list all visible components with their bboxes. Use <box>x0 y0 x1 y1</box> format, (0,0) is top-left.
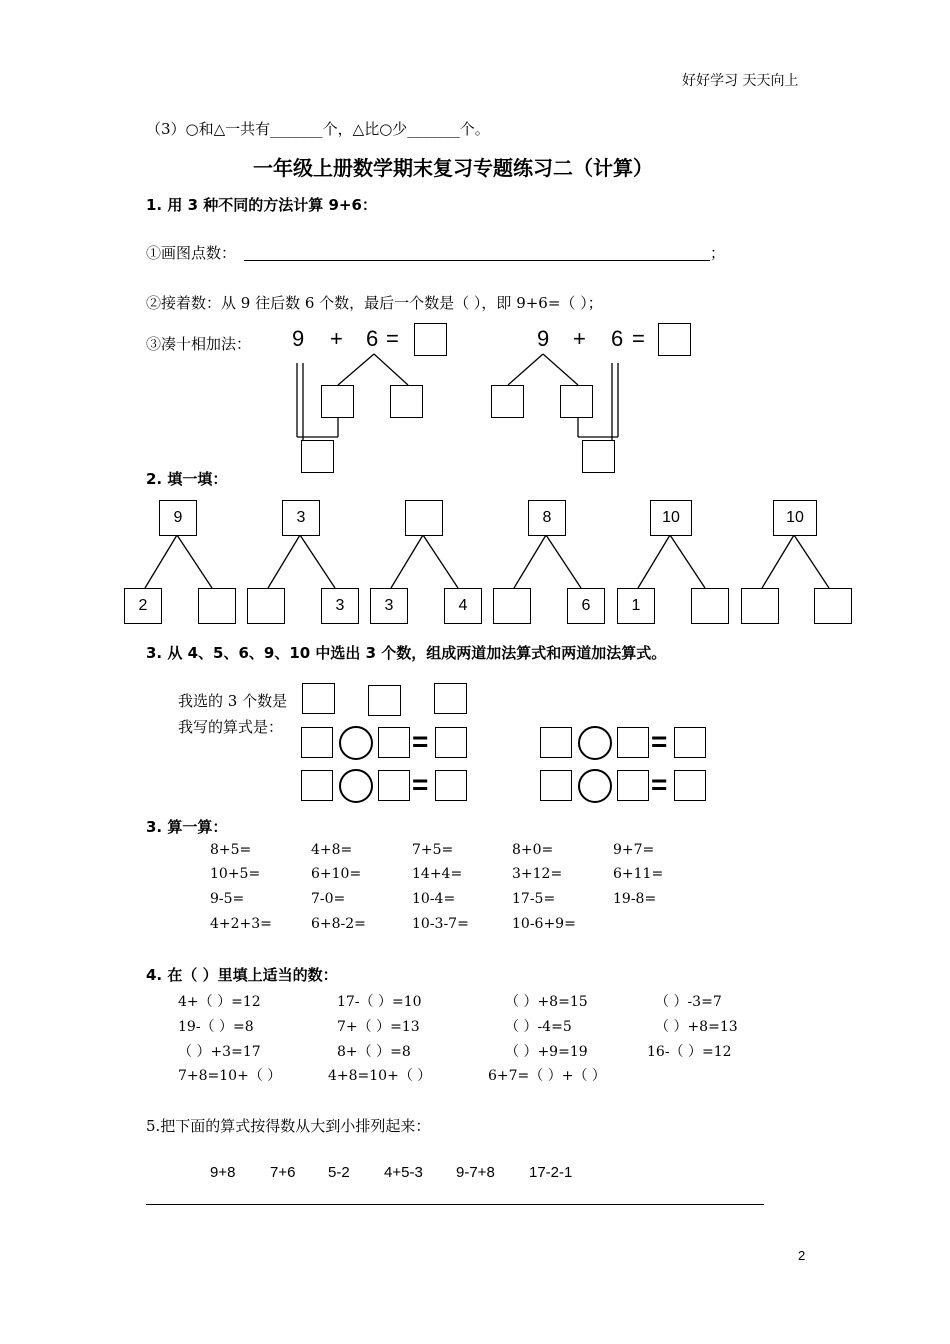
q1-right-split-box-1[interactable] <box>491 385 524 418</box>
q1-method1-answer-line[interactable] <box>244 260 710 261</box>
q3-eq1-equals: = <box>412 726 429 757</box>
q5-expression: 7+6 <box>270 1164 296 1181</box>
q2-bond5-top[interactable]: 10 <box>650 500 692 536</box>
calc-item[interactable]: 7+5= <box>412 842 454 858</box>
calc-item[interactable]: 9+7= <box>613 842 655 858</box>
q2-bond4-right[interactable]: 6 <box>567 588 605 624</box>
q1-right-split-box-2[interactable] <box>560 385 593 418</box>
calc-item[interactable]: 8+5= <box>210 842 252 858</box>
q3-eq2-operand-1[interactable] <box>540 727 572 758</box>
calc-item[interactable]: 6+11= <box>613 866 664 882</box>
fill-item[interactable]: 6+7=（ ）+（ ） <box>488 1068 606 1084</box>
q1-right-eq-a: 9 <box>537 326 550 351</box>
calc-item[interactable]: 8+0= <box>512 842 554 858</box>
q3-eq3-operand-1[interactable] <box>301 770 333 801</box>
calc-item[interactable]: 10-6+9= <box>512 916 576 932</box>
q1-left-eq-op: + <box>330 326 343 351</box>
q1-left-split-box-1[interactable] <box>321 385 354 418</box>
q5-expression: 9-7+8 <box>456 1164 495 1181</box>
calc-item[interactable]: 3+12= <box>512 866 563 882</box>
q2-bond2-top[interactable]: 3 <box>282 500 320 536</box>
q1-left-eq-equals: = <box>386 326 399 351</box>
q1-right-eq-equals: = <box>632 326 645 351</box>
fill-item[interactable]: （ ）+8=15 <box>505 994 588 1010</box>
header-motto: 好好学习 天天向上 <box>682 73 799 89</box>
q2-bond5-left[interactable]: 1 <box>617 588 655 624</box>
q2-bond2-right[interactable]: 3 <box>321 588 359 624</box>
q3-chosen-number-2[interactable] <box>368 685 401 716</box>
page-number: 2 <box>798 1248 806 1263</box>
q1-right-eq-b: 6 <box>611 326 624 351</box>
calc-item[interactable]: 6+8-2= <box>311 916 366 932</box>
fill-item[interactable]: 19-（ ）=8 <box>178 1019 254 1035</box>
q2-bond4-left[interactable] <box>493 588 531 624</box>
q1-left-eq-a: 9 <box>292 326 305 351</box>
q1-method1-label: ①画图点数： <box>146 244 237 262</box>
fill-item[interactable]: （ ）-3=7 <box>655 994 722 1010</box>
q3-chosen-number-3[interactable] <box>434 683 467 714</box>
calc-item[interactable]: 6+10= <box>311 866 362 882</box>
calc-item[interactable]: 14+4= <box>412 866 463 882</box>
q3-eq2-operand-2[interactable] <box>617 727 649 758</box>
fill-item[interactable]: （ ）+9=19 <box>505 1044 588 1060</box>
q1-heading: 1. 用 3 种不同的方法计算 9+6： <box>146 196 377 214</box>
prev-question-text: （3）○和△一共有_______个，△比○少_______个。 <box>146 120 490 138</box>
q5-heading: 5.把下面的算式按得数从大到小排列起来： <box>146 1117 431 1135</box>
calc-item[interactable]: 7-0= <box>311 891 346 907</box>
q5-expression: 17-2-1 <box>529 1164 573 1181</box>
q5-expression: 9+8 <box>210 1164 236 1181</box>
q1-left-result-box[interactable] <box>414 323 447 356</box>
q1-left-split-box-2[interactable] <box>390 385 423 418</box>
q5-expression: 4+5-3 <box>384 1164 423 1181</box>
q2-bond3-right[interactable]: 4 <box>444 588 482 624</box>
calc-item[interactable]: 19-8= <box>613 891 657 907</box>
q3-eq4-operator-circle[interactable] <box>578 769 612 803</box>
q2-bond6-top[interactable]: 10 <box>773 500 817 536</box>
q3-eq4-result[interactable] <box>674 770 706 801</box>
q3-chosen-number-1[interactable] <box>302 683 335 714</box>
q2-heading: 2. 填一填： <box>146 470 228 488</box>
q1-method3-label: ③凑十相加法： <box>146 335 252 353</box>
q3-eq3-result[interactable] <box>435 770 467 801</box>
q1-left-sum-box[interactable] <box>301 440 334 473</box>
fill-item[interactable]: 4+8=10+（ ） <box>328 1068 432 1084</box>
q3-eq4-operand-2[interactable] <box>617 770 649 801</box>
fill-item[interactable]: 4+（ ）=12 <box>178 994 261 1010</box>
fill-item[interactable]: 17-（ ）=10 <box>337 994 422 1010</box>
q2-bond1-right[interactable] <box>198 588 236 624</box>
q4-heading: 4. 在（ ）里填上适当的数： <box>146 966 338 984</box>
q3-eq3-operand-2[interactable] <box>378 770 410 801</box>
q3-eq1-operator-circle[interactable] <box>339 726 373 760</box>
q3-eq3-equals: = <box>412 769 429 800</box>
q3-write-label: 我写的算式是： <box>178 718 284 736</box>
page-title: 一年级上册数学期末复习专题练习二（计算） <box>253 156 653 180</box>
q2-bond6-left[interactable] <box>741 588 779 624</box>
q2-bond1-top[interactable]: 9 <box>159 500 197 536</box>
calc-item[interactable]: 4+2+3= <box>210 916 272 932</box>
q3-eq4-operand-1[interactable] <box>540 770 572 801</box>
calc-item[interactable]: 4+8= <box>311 842 353 858</box>
q3-eq2-result[interactable] <box>674 727 706 758</box>
fill-item[interactable]: 8+（ ）=8 <box>337 1044 411 1060</box>
q2-bond2-left[interactable] <box>247 588 285 624</box>
q3-choose-label: 我选的 3 个数是 <box>178 692 288 710</box>
q2-bond6-right[interactable] <box>814 588 852 624</box>
q1-method2-text: ②接着数：从 9 往后数 6 个数，最后一个数是（ ），即 9+6=（ ）； <box>146 294 603 312</box>
q3-eq3-operator-circle[interactable] <box>339 769 373 803</box>
q1-method1-end: ； <box>710 244 726 262</box>
q3-heading: 3. 从 4、5、6、9、10 中选出 3 个数，组成两道加法算式和两道加法算式。 <box>146 644 667 662</box>
q2-bond4-top[interactable]: 8 <box>528 500 566 536</box>
fill-item[interactable]: 7+（ ）=13 <box>337 1019 420 1035</box>
calc-item[interactable]: 10+5= <box>210 866 261 882</box>
q3-eq4-equals: = <box>651 769 668 800</box>
q3-eq2-equals: = <box>651 726 668 757</box>
q2-bond3-left[interactable]: 3 <box>370 588 408 624</box>
fill-item[interactable]: 16-（ ）=12 <box>647 1044 732 1060</box>
q3-eq1-result[interactable] <box>435 727 467 758</box>
q2-bond5-right[interactable] <box>691 588 729 624</box>
calc-item[interactable]: 17-5= <box>512 891 556 907</box>
q2-bond1-left[interactable]: 2 <box>124 588 162 624</box>
calc-item[interactable]: 10-4= <box>412 891 456 907</box>
calc-item[interactable]: 10-3-7= <box>412 916 469 932</box>
q1-right-sum-box[interactable] <box>582 440 615 473</box>
q3-eq1-operand-1[interactable] <box>301 727 333 758</box>
fill-item[interactable]: （ ）-4=5 <box>505 1019 572 1035</box>
fill-item[interactable]: 7+8=10+（ ） <box>178 1068 282 1084</box>
q2-bond3-top[interactable] <box>405 500 443 536</box>
q1-left-eq-b: 6 <box>366 326 379 351</box>
q1-right-result-box[interactable] <box>658 323 691 356</box>
q5-answer-line[interactable] <box>146 1204 764 1205</box>
fill-item[interactable]: （ ）+8=13 <box>655 1019 738 1035</box>
calc-item[interactable]: 9-5= <box>210 891 245 907</box>
q1-right-eq-op: + <box>573 326 586 351</box>
q5-expression: 5-2 <box>328 1164 350 1181</box>
fill-item[interactable]: （ ）+3=17 <box>178 1044 261 1060</box>
q3-eq2-operator-circle[interactable] <box>578 726 612 760</box>
q3-eq1-operand-2[interactable] <box>378 727 410 758</box>
q3b-heading: 3. 算一算： <box>146 818 228 836</box>
